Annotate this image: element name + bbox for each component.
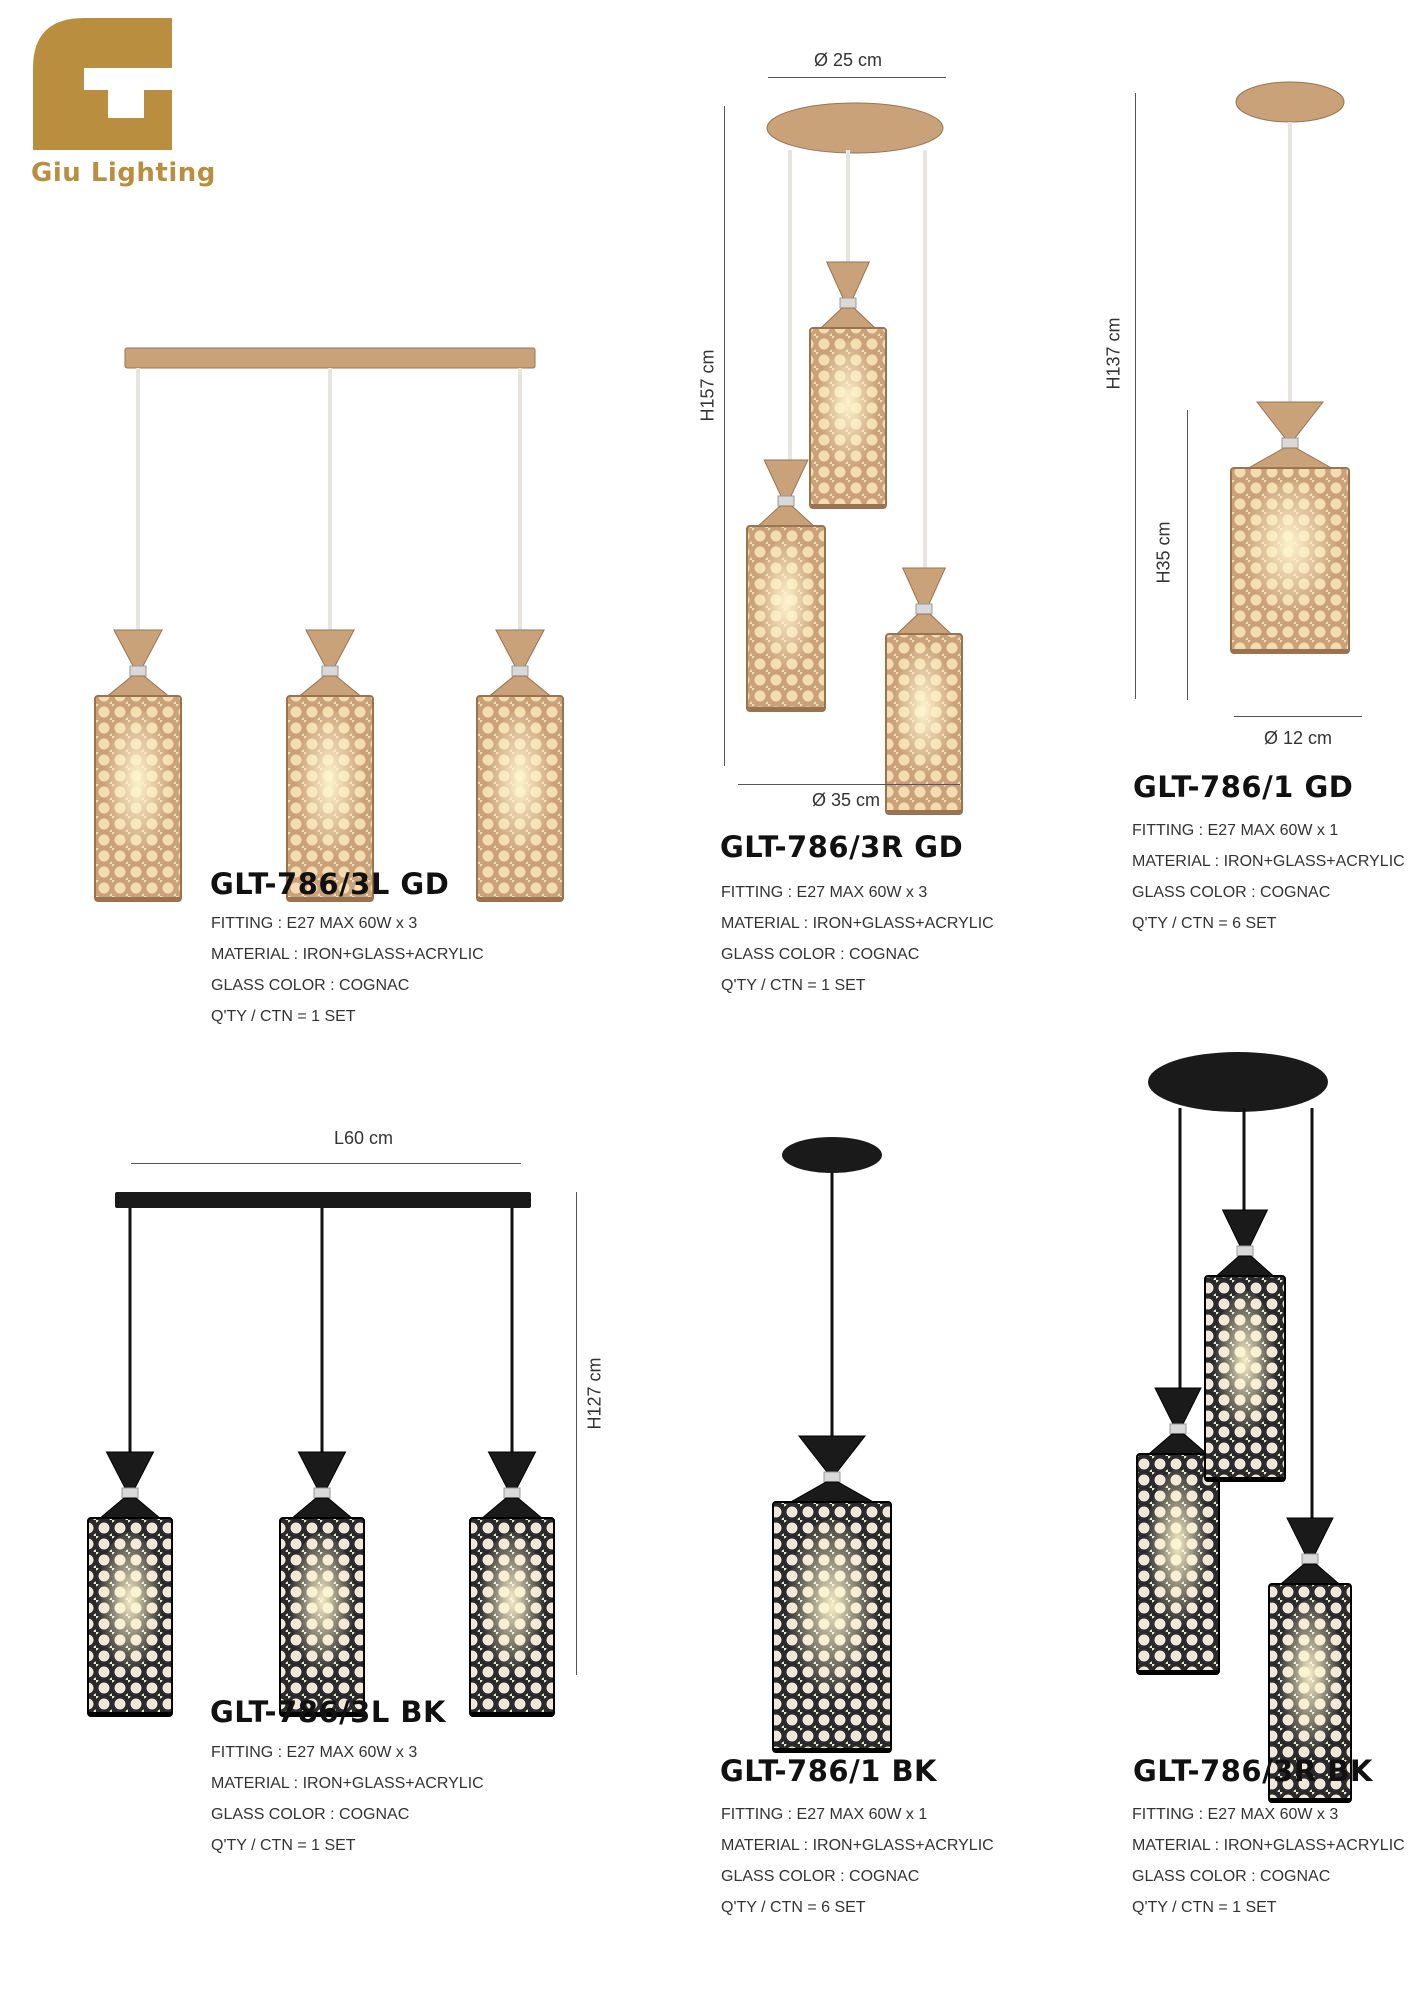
lamp-cone-top (1223, 1210, 1268, 1246)
lamp-shade-rim (886, 810, 962, 814)
fitting-value: E27 MAX 60W x 3 (796, 884, 928, 901)
lamp-glow (104, 710, 173, 866)
dim-1-gd-height: H137 cm (1103, 317, 1124, 390)
lamp-cone-top (1287, 1518, 1333, 1554)
canopy-bar (115, 1192, 531, 1208)
canopy-round (782, 1137, 882, 1173)
qty-value: 1 SET (821, 977, 866, 994)
fitting-value: E27 MAX 60W x 3 (1207, 1806, 1339, 1823)
lamp-cone-top (1155, 1388, 1201, 1424)
material-value: IRON+GLASS+ACRYLIC (812, 1837, 994, 1854)
material-label: MATERIAL : (1132, 1837, 1224, 1854)
canopy-round (1148, 1052, 1328, 1112)
glass-color-label: GLASS COLOR : (211, 977, 340, 994)
lamp-collar (1302, 1554, 1318, 1564)
fitting-label: FITTING : (721, 884, 797, 901)
glass-color-label: GLASS COLOR : (721, 946, 850, 963)
glass-color-label: GLASS COLOR : (1132, 1868, 1261, 1885)
dim-3l-bk-length: L60 cm (334, 1128, 394, 1148)
dim-3r-gd-height: H157 cm (697, 349, 718, 422)
glass-color-label: GLASS COLOR : (211, 1806, 340, 1823)
product-specs (721, 1799, 994, 1923)
material-value: IRON+GLASS+ACRYLIC (302, 1775, 484, 1792)
lamp-glow (755, 539, 817, 680)
lamp-collar (840, 298, 856, 308)
lamp-cone-top (764, 460, 808, 496)
lamp-collar (778, 496, 794, 506)
material-label: MATERIAL : (1132, 853, 1224, 870)
lamp-shade-rim (1137, 1670, 1219, 1674)
product-specs (1132, 1799, 1405, 1923)
qty-label: Q'TY / CTN = (1132, 1899, 1233, 1916)
qty-label: Q'TY / CTN = (721, 1899, 822, 1916)
dim-3l-bk-height: H127 cm (584, 1357, 605, 1430)
lamp-collar (504, 1488, 520, 1498)
dim-line-1-gd-height (1135, 93, 1136, 699)
lamp-glow (1243, 481, 1337, 622)
lamp-shade-rim (810, 504, 886, 508)
lamp-shade-rim (747, 707, 825, 711)
lamp-shade-rim (1205, 1477, 1285, 1481)
fitting-label: FITTING : (211, 1744, 287, 1761)
lamp-cone-top (799, 1436, 865, 1472)
material-value: IRON+GLASS+ACRYLIC (1223, 853, 1405, 870)
dim-line-3l-bk-height (576, 1192, 577, 1675)
fitting-value: E27 MAX 60W x 1 (1207, 822, 1339, 839)
product-specs (211, 908, 484, 1032)
lamp-collar (322, 666, 338, 676)
brand-name: Giu Lighting (31, 158, 216, 188)
dim-3r-gd-bottom: Ø 35 cm (812, 790, 881, 810)
fitting-label: FITTING : (721, 1806, 797, 1823)
canopy-round (1236, 82, 1344, 122)
lamp-cone-top (903, 568, 946, 604)
dim-line-3r-gd-top (768, 77, 946, 78)
lamp-cone-top (298, 1452, 345, 1488)
dim-line-3l-bk-length (131, 1163, 521, 1164)
dim-line-1-gd-shade (1187, 410, 1188, 700)
product-model: GLT-786/1 BK (720, 1754, 938, 1788)
lamp-glow (478, 1532, 545, 1682)
lamp-cone-top (114, 630, 162, 666)
lamp-glow (894, 647, 955, 784)
glass-color-value: COGNAC (339, 1806, 410, 1823)
glass-color-value: COGNAC (339, 977, 410, 994)
fitting-value: E27 MAX 60W x 3 (286, 915, 418, 932)
product-model: GLT-786/3R BK (1133, 1754, 1373, 1788)
fitting-label: FITTING : (1132, 1806, 1208, 1823)
lamp-collar (512, 666, 528, 676)
lamp-glow (1213, 1290, 1277, 1446)
lamp-glow (96, 1532, 163, 1682)
lamp-collar (122, 1488, 138, 1498)
qty-label: Q'TY / CTN = (211, 1837, 312, 1854)
glass-color-label: GLASS COLOR : (1132, 884, 1261, 901)
material-label: MATERIAL : (721, 915, 813, 932)
lamp-cone-top (1257, 402, 1323, 438)
lamp-collar (824, 1472, 840, 1482)
material-label: MATERIAL : (211, 1775, 303, 1792)
dim-1-gd-shade: H35 cm (1153, 521, 1174, 584)
dim-3r-gd-top: Ø 25 cm (814, 50, 883, 70)
dim-1-gd-diameter: Ø 12 cm (1264, 728, 1333, 748)
material-value: IRON+GLASS+ACRYLIC (302, 946, 484, 963)
glass-color-value: COGNAC (1260, 1868, 1331, 1885)
lamp-shade-rim (773, 1748, 891, 1752)
glass-color-label: GLASS COLOR : (721, 1868, 850, 1885)
lamp-cone-top (488, 1452, 535, 1488)
lamp-glow (1145, 1469, 1211, 1636)
product-model: GLT-786/3L BK (210, 1695, 446, 1729)
material-label: MATERIAL : (211, 946, 303, 963)
fitting-value: E27 MAX 60W x 3 (286, 1744, 418, 1761)
qty-value: 6 SET (821, 1899, 866, 1916)
lamp-shade-rim (88, 1712, 172, 1716)
qty-label: Q'TY / CTN = (1132, 915, 1233, 932)
qty-label: Q'TY / CTN = (211, 1008, 312, 1025)
product-specs (721, 877, 994, 1001)
material-value: IRON+GLASS+ACRYLIC (812, 915, 994, 932)
glass-color-value: COGNAC (849, 946, 920, 963)
lamp-collar (1282, 438, 1298, 448)
glass-color-value: COGNAC (1260, 884, 1331, 901)
fitting-label: FITTING : (211, 915, 287, 932)
lamp-cone-top (306, 630, 354, 666)
lamp-glow (288, 1532, 355, 1682)
lamp-cone-top (106, 1452, 153, 1488)
product-specs (1132, 815, 1405, 939)
lamp-collar (1170, 1424, 1186, 1434)
lamp-glow (818, 341, 879, 478)
qty-value: 6 SET (1232, 915, 1277, 932)
lamp-cone-top (827, 262, 870, 298)
canopy-round (767, 103, 943, 153)
lamp-glow (296, 710, 365, 866)
qty-label: Q'TY / CTN = (721, 977, 822, 994)
lamp-shade-rim (95, 897, 181, 901)
product-specs (211, 1737, 484, 1861)
lamp-collar (314, 1488, 330, 1498)
product-model: GLT-786/1 GD (1133, 770, 1354, 804)
lamp-collar (916, 604, 932, 614)
lamp-shade-rim (477, 897, 563, 901)
dim-line-3r-gd-bottom (738, 784, 960, 785)
canopy-bar (125, 348, 535, 368)
material-value: IRON+GLASS+ACRYLIC (1223, 1837, 1405, 1854)
qty-value: 1 SET (311, 1008, 356, 1025)
qty-value: 1 SET (1232, 1899, 1277, 1916)
material-label: MATERIAL : (721, 1837, 813, 1854)
dim-line-1-gd-diameter (1234, 716, 1362, 717)
lamp-collar (130, 666, 146, 676)
lamp-glow (486, 710, 555, 866)
lamp-cone-top (496, 630, 544, 666)
lamp-glow (785, 1520, 879, 1710)
lamp-shade-rim (470, 1712, 554, 1716)
lamp-glow (1277, 1599, 1343, 1765)
dim-line-3r-gd-height (724, 106, 725, 766)
fitting-label: FITTING : (1132, 822, 1208, 839)
qty-value: 1 SET (311, 1837, 356, 1854)
lamp-shade-rim (1231, 649, 1349, 653)
product-model: GLT-786/3R GD (720, 830, 964, 864)
glass-color-value: COGNAC (849, 1868, 920, 1885)
fitting-value: E27 MAX 60W x 1 (796, 1806, 928, 1823)
lamp-collar (1237, 1246, 1253, 1256)
product-model: GLT-786/3L GD (210, 867, 450, 901)
